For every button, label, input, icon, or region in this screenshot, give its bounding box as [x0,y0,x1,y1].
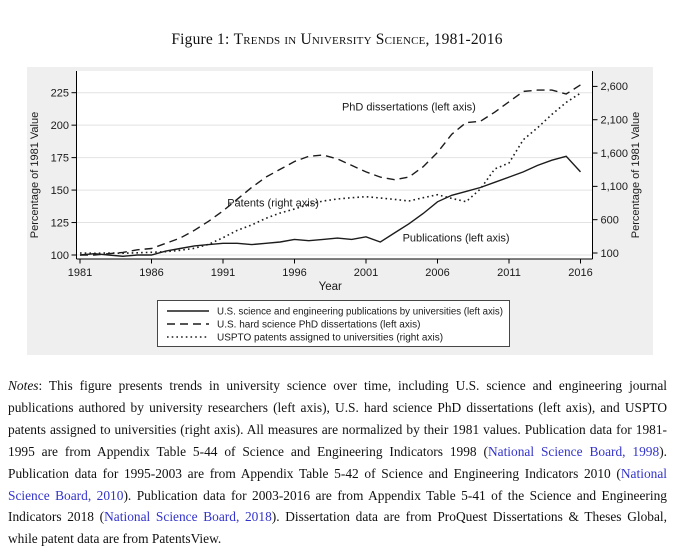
right-tick-label: 2,600 [600,81,629,94]
right-tick-label: 1,100 [600,181,629,194]
plot-area [77,71,593,259]
right-axis-title: Percentage of 1981 Value [630,111,642,239]
annotation-label-0: PhD dissertations (left axis) [341,101,476,114]
figure-title-smallcaps: Trends in University Science [233,31,426,48]
notes-text: Notes [8,378,39,394]
left-tick-label: 225 [50,87,69,100]
figure-title-suffix: , 1981-2016 [425,31,503,48]
x-tick-label: 2006 [425,267,450,279]
x-tick-label: 1986 [139,267,164,279]
left-tick-label: 200 [50,119,69,132]
x-tick-label: 1991 [210,267,236,279]
right-tick-label: 100 [600,247,619,260]
right-tick-label: 600 [600,214,619,227]
left-tick-label: 125 [50,217,69,230]
left-tick-label: 100 [50,249,69,262]
notes-text: ). Publication data for 2003-2016 are from Appendix Table 5-41 of the Science and Engineering Indicators 2018 ( [8,487,667,525]
left-tick-label: 150 [50,184,69,197]
right-tick-label: 2,100 [600,114,629,127]
figure-title [0,31,674,49]
notes-text: ). Publication data for 1995-2003 are from Appendix Table 5-42 of Science and Engineering Indicators 2010 ( [8,443,667,481]
notes-text: ). Dissertation data are from ProQuest Dissertations & Theses Global, while patent data are from PatentsView. [8,509,667,547]
left-axis-title: Percentage of 1981 Value [29,111,41,239]
left-tick-label: 175 [50,152,69,165]
annotation-label-1: Patents (right axis) [227,197,319,210]
right-tick-label: 1,600 [600,147,629,160]
x-tick-label: 2016 [568,267,593,279]
citation-link[interactable]: National Science Board, 2010 [8,465,667,503]
figure-notes [8,375,667,550]
notes-text: : This figure presents trends in university science over time, including U.S. science and engineering journal publications authored by university researchers (left axis), U.S. hard science PhD dissertations (left axis), and USPTO patents assigned to universities (right axis). All measures are normalized by their 1981 values. Publication data for 1981-1995 are from Appendix Table 5-44 of Science and Engineering Indicators 1998 ( [8,378,667,459]
legend-label: U.S. science and engineering publications by universities (left axis) [217,306,503,318]
x-tick-label: 2001 [353,267,379,279]
citation-link[interactable]: National Science Board, 1998 [487,443,660,459]
x-tick-label: 1996 [282,267,307,279]
legend-label: USPTO patents assigned to universities (right axis) [217,332,444,344]
figure-graphic [27,67,653,355]
x-tick-label: 1981 [67,267,93,279]
annotation-label-2: Publications (left axis) [402,232,510,245]
legend-label: U.S. hard science PhD dissertations (left axis) [217,319,421,331]
trend-chart [27,67,653,355]
x-tick-label: 2011 [497,267,521,279]
citation-link[interactable]: National Science Board, 2018 [104,509,272,525]
x-axis-title: Year [318,281,342,293]
figure-title-prefix: Figure 1: [171,31,234,48]
